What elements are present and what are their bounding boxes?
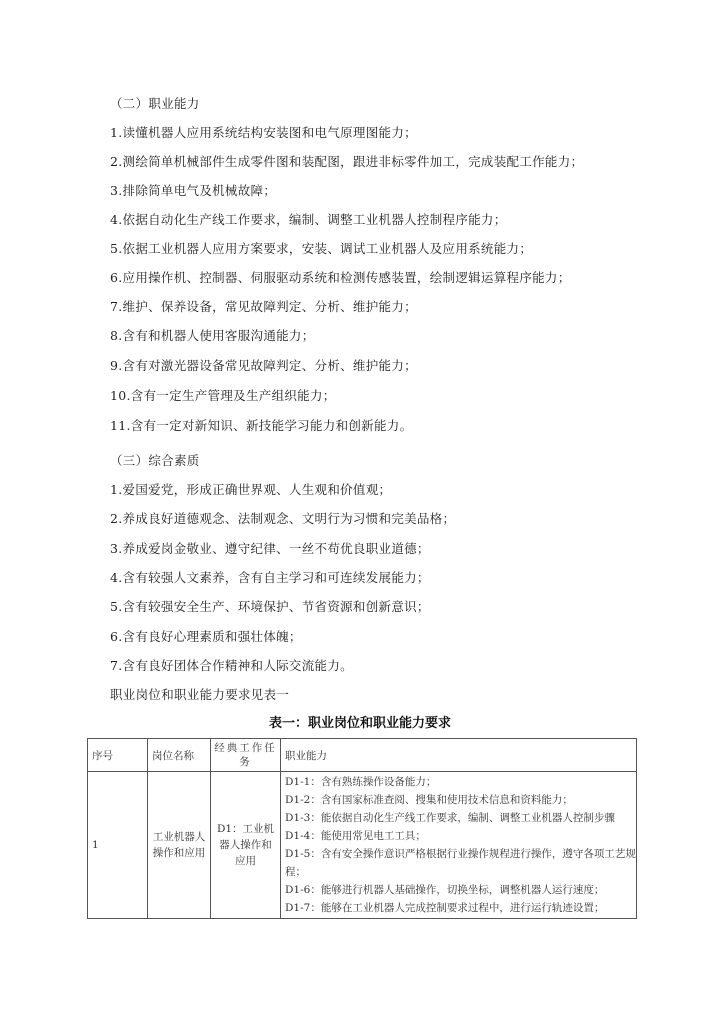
ability-item: 8.含有和机器人使用客服沟通能力； bbox=[110, 328, 315, 343]
ability-table bbox=[87, 738, 637, 919]
ability-item: 10.含有一定生产管理及生产组织能力； bbox=[110, 388, 336, 403]
quality-item: 6.含有良好心理素质和强壮体魄； bbox=[110, 629, 302, 644]
quality-item: 5.含有较强安全生产、环境保护、节省资源和创新意识； bbox=[110, 599, 430, 614]
table-header-row bbox=[88, 739, 637, 772]
ability-line: D1-2：含有国家标准查阅、搜集和使用技术信息和资料能力； bbox=[285, 794, 573, 806]
ability-line: D1-3：能依据自动化生产线工作要求，编制、调整工业机器人控制步骤 bbox=[285, 812, 615, 824]
ability-line: D1-7：能够在工业机器人完成控制要求过程中，进行运行轨迹设置； bbox=[285, 902, 605, 914]
ability-line: D1-1：含有熟练操作设备能力； bbox=[285, 776, 437, 788]
quality-item: 1.爱国爱党，形成正确世界观、人生观和价值观； bbox=[110, 482, 392, 497]
ability-item: 7.维护、保养设备，常见故障判定、分析、维护能力； bbox=[110, 299, 417, 314]
header-ability: 职业能力 bbox=[281, 739, 637, 772]
ability-item: 3.排除简单电气及机械故障； bbox=[110, 183, 277, 198]
ability-item: 4.依据自动化生产线工作要求，编制、调整工业机器人控制程序能力； bbox=[110, 212, 507, 227]
cell-task: D1：工业机器人操作和应用 bbox=[211, 772, 281, 919]
quality-item: 3.养成爱岗金敬业、遵守纪律、一丝不苟优良职业道德； bbox=[110, 541, 430, 556]
cell-post: 工业机器人操作和应用 bbox=[148, 772, 211, 919]
ability-item: 9.含有对激光器设备常见故障判定、分析、维护能力； bbox=[110, 358, 417, 373]
header-no: 序号 bbox=[88, 739, 148, 772]
header-task: 经典工作任务 bbox=[211, 739, 281, 772]
ability-item: 1.读懂机器人应用系统结构安装图和电气原理图能力； bbox=[110, 125, 417, 140]
table-caption: 表一：职业岗位和职业能力要求 bbox=[268, 716, 451, 731]
ability-line: D1-5：含有安全操作意识严格根据行业操作规程进行操作，遵守各项工艺规程； bbox=[285, 848, 636, 878]
cell-no: 1 bbox=[88, 772, 148, 919]
ability-item: 6.应用操作机、控制器、伺服驱动系统和检测传感装置，绘制逻辑运算程序能力； bbox=[110, 270, 571, 285]
ability-line: D1-4：能使用常见电工工具； bbox=[285, 830, 426, 842]
ability-line: D1-6：能够进行机器人基础操作，切换坐标，调整机器人运行速度； bbox=[285, 884, 605, 896]
quality-item: 7.含有良好团体合作精神和人际交流能力。 bbox=[110, 658, 353, 673]
section-heading-quality: （三）综合素质 bbox=[110, 453, 200, 468]
ability-item: 2.测绘简单机械部件生成零件图和装配图，跟进非标零件加工，完成装配工作能力； bbox=[110, 154, 584, 169]
cell-abilities bbox=[281, 772, 637, 919]
table-intro: 职业岗位和职业能力要求见表一 bbox=[110, 687, 290, 702]
header-post: 岗位名称 bbox=[148, 739, 211, 772]
section-heading-ability: （二）职业能力 bbox=[110, 96, 200, 111]
ability-item: 11.含有一定对新知识、新技能学习能力和创新能力。 bbox=[110, 418, 413, 433]
table-row bbox=[88, 772, 637, 919]
ability-item: 5.依据工业机器人应用方案要求，安装、调试工业机器人及应用系统能力； bbox=[110, 241, 533, 256]
quality-item: 4.含有较强人文素养，含有自主学习和可连续发展能力； bbox=[110, 570, 430, 585]
quality-item: 2.养成良好道德观念、法制观念、文明行为习惯和完美品格； bbox=[110, 511, 456, 526]
